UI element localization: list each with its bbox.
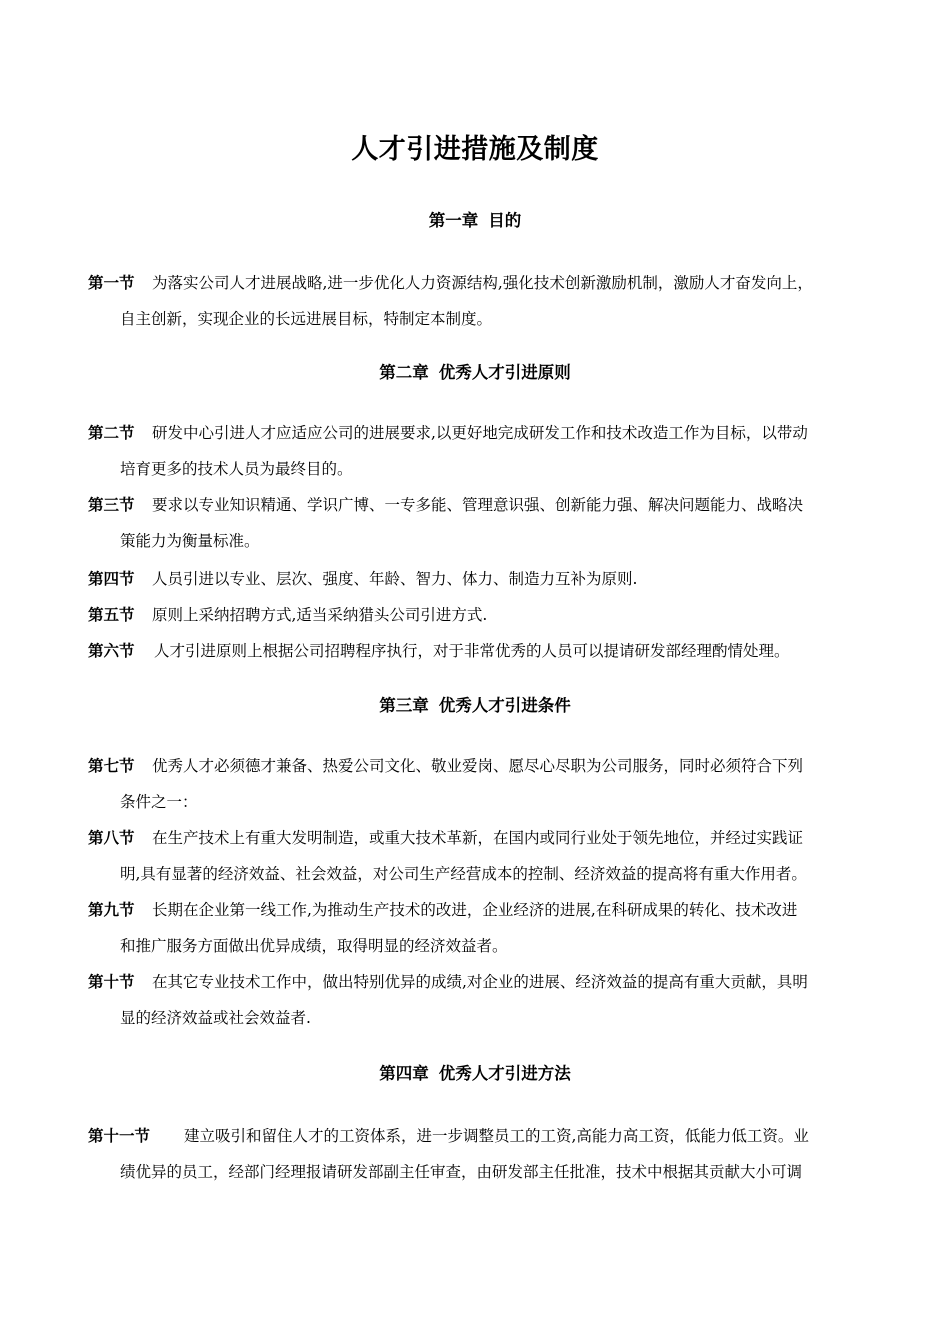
section-text: 显的经济效益或社会效益者.: [120, 1009, 311, 1027]
section-text: 长期在企业第一线工作,为推动生产技术的改进，企业经济的进展,在科研成果的转化、技术改进: [152, 901, 798, 919]
section-text: 明,具有显著的经济效益、社会效益，对公司生产经营成本的控制、经济效益的提高将有重大作用者。: [120, 865, 807, 883]
section-text: 和推广服务方面做出优异成绩，取得明显的经济效益者。: [120, 937, 508, 955]
section-text: 优秀人才必须德才兼备、热爱公司文化、敬业爱岗、愿尽心尽职为公司服务，同时必须符合下列: [152, 757, 804, 775]
section-paragraph: [88, 820, 860, 892]
chapter-number: 第二章: [379, 363, 429, 382]
chapter-heading: [0, 361, 950, 385]
section-paragraph: [88, 748, 860, 820]
chapter-heading: [0, 694, 950, 718]
section-label: 第七节: [88, 757, 135, 775]
section-label: 第三节: [88, 496, 135, 514]
chapter-name: 优秀人才引进条件: [438, 696, 571, 715]
section-text: 自主创新，实现企业的长远进展目标，特制定本制度。: [120, 310, 493, 328]
section-label: 第二节: [88, 424, 135, 442]
section-paragraph: [88, 487, 860, 559]
section-label: 第一节: [88, 274, 135, 292]
section-label: 第十一节: [88, 1127, 151, 1145]
section-text: 条件之一：: [120, 793, 198, 811]
section-label: 第九节: [88, 901, 135, 919]
section-text: 在其它专业技术工作中，做出特别优异的成绩,对企业的进展、经济效益的提高有重大贡献，具明: [152, 973, 808, 991]
section-paragraph: [88, 265, 860, 337]
section-text: 要求以专业知识精通、学识广博、一专多能、管理意识强、创新能力强、解决问题能力、战略决: [152, 496, 804, 514]
section-paragraph: [88, 561, 860, 597]
section-paragraph: [88, 964, 860, 1036]
section-label: 第五节: [88, 606, 135, 624]
chapter-name: 目的: [488, 211, 522, 230]
section-text: 为落实公司人才进展战略,进一步优化人力资源结构,强化技术创新激励机制，激励人才奋发向上，: [152, 274, 813, 292]
section-label: 第八节: [88, 829, 135, 847]
section-paragraph: [88, 1118, 860, 1190]
section-label: 第十节: [88, 973, 135, 991]
section-text: 人员引进以专业、层次、强度、年龄、智力、体力、制造力互补为原则.: [152, 570, 638, 588]
section-text: 建立吸引和留住人才的工资体系，进一步调整员工的工资,高能力高工资，低能力低工资。业: [184, 1127, 809, 1145]
section-text: 策能力为衡量标准。: [120, 532, 260, 550]
chapter-heading: [0, 1062, 950, 1086]
section-paragraph: [88, 892, 860, 964]
section-text: 研发中心引进人才应适应公司的进展要求,以更好地完成研发工作和技术改造工作为目标，以带动: [152, 424, 808, 442]
section-text: 原则上采纳招聘方式,适当采纳猎头公司引进方式.: [152, 606, 488, 624]
section-paragraph: [88, 633, 860, 669]
section-text: 绩优异的员工，经部门经理报请研发部副主任审查，由研发部主任批准，技术中根据其贡献大小可调: [120, 1163, 803, 1181]
section-label: 第六节: [88, 642, 135, 660]
section-text: 在生产技术上有重大发明制造，或重大技术革新，在国内或同行业处于领先地位，并经过实践证: [152, 829, 804, 847]
section-text: 培育更多的技术人员为最终目的。: [120, 460, 353, 478]
document-title: 人才引进措施及制度: [351, 134, 599, 165]
section-paragraph: [88, 415, 860, 487]
section-label: 第四节: [88, 570, 135, 588]
section-text: 人才引进原则上根据公司招聘程序执行，对于非常优秀的人员可以提请研发部经理酌情处理。: [154, 642, 790, 660]
chapter-heading: [0, 209, 950, 233]
section-paragraph: [88, 597, 860, 633]
chapter-name: 优秀人才引进方法: [438, 1064, 571, 1083]
chapter-number: 第一章: [428, 211, 479, 230]
chapter-name: 优秀人才引进原则: [438, 363, 571, 382]
chapter-number: 第四章: [379, 1064, 429, 1083]
chapter-number: 第三章: [379, 696, 429, 715]
